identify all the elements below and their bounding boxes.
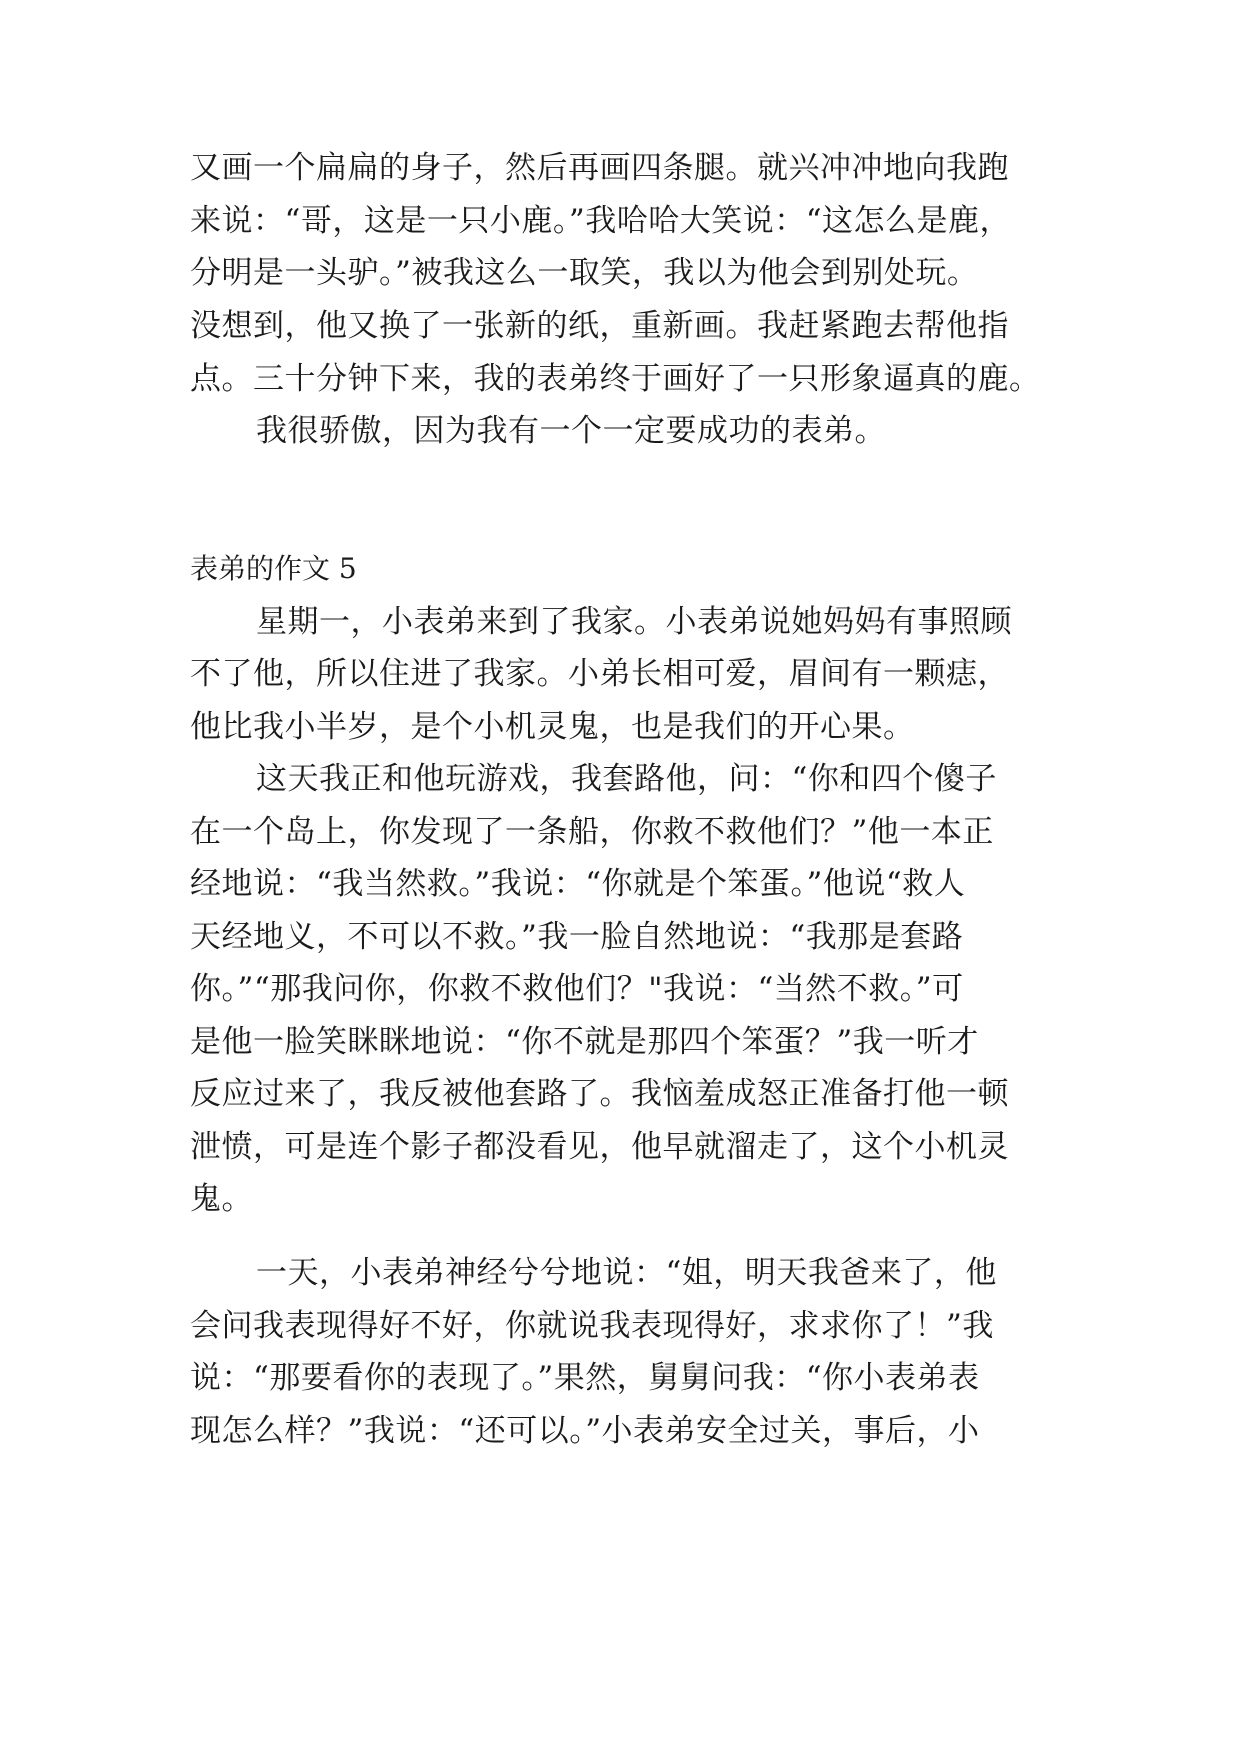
paragraph-line: 点。三十分钟下来，我的表弟终于画好了一只形象逼真的鹿。 xyxy=(190,361,1041,397)
paragraph-line: 现怎么样？”我说：“还可以。”小表弟安全过关，事后，小 xyxy=(190,1413,980,1449)
paragraph-line: 这天我正和他玩游戏，我套路他，问：“你和四个傻子 xyxy=(256,761,997,797)
paragraph-line: 你。”“那我问你，你救不救他们？"我说：“当然不救。”可 xyxy=(190,971,964,1007)
paragraph-line: 不了他，所以住进了我家。小弟长相可爱，眉间有一颗痣， xyxy=(190,656,1009,692)
paragraph-line: 鬼。 xyxy=(190,1181,253,1217)
paragraph-line: 星期一，小表弟来到了我家。小表弟说她妈妈有事照顾 xyxy=(256,604,1012,640)
paragraph-line: 会问我表现得好不好，你就说我表现得好，求求你了！”我 xyxy=(190,1308,994,1344)
paragraph-line: 分明是一头驴。”被我这么一取笑，我以为他会到别处玩。 xyxy=(190,255,979,291)
paragraph-line: 他比我小半岁，是个小机灵鬼，也是我们的开心果。 xyxy=(190,709,915,745)
paragraph-line: 又画一个扁扁的身子，然后再画四条腿。就兴冲冲地向我跑 xyxy=(190,150,1009,186)
paragraph-line: 泄愤，可是连个影子都没看见，他早就溜走了，这个小机灵 xyxy=(190,1129,1009,1165)
paragraph-line: 是他一脸笑眯眯地说：“你不就是那四个笨蛋？”我一听才 xyxy=(190,1024,979,1060)
paragraph-line: 一天，小表弟神经兮兮地说：“姐，明天我爸来了，他 xyxy=(256,1255,997,1291)
paragraph-line: 没想到，他又换了一张新的纸，重新画。我赶紧跑去帮他指 xyxy=(190,308,1009,344)
paragraph-line: 天经地义，不可以不救。”我一脸自然地说：“我那是套路 xyxy=(190,919,964,955)
closing-line: 我很骄傲，因为我有一个一定要成功的表弟。 xyxy=(256,413,886,449)
paragraph-line: 经地说：“我当然救。”我说：“你就是个笨蛋。”他说“救人 xyxy=(190,866,966,902)
paragraph-line: 反应过来了，我反被他套路了。我恼羞成怒正准备打他一顿 xyxy=(190,1076,1009,1112)
paragraph-line: 说：“那要看你的表现了。”果然，舅舅问我：“你小表弟表 xyxy=(190,1360,980,1396)
paragraph-line: 来说：“哥，这是一只小鹿。”我哈哈大笑说：“这怎么是鹿， xyxy=(190,203,1012,239)
paragraph-line: 在一个岛上，你发现了一条船，你救不救他们？”他一本正 xyxy=(190,814,994,850)
essay-heading: 表弟的作文 5 xyxy=(190,552,357,585)
